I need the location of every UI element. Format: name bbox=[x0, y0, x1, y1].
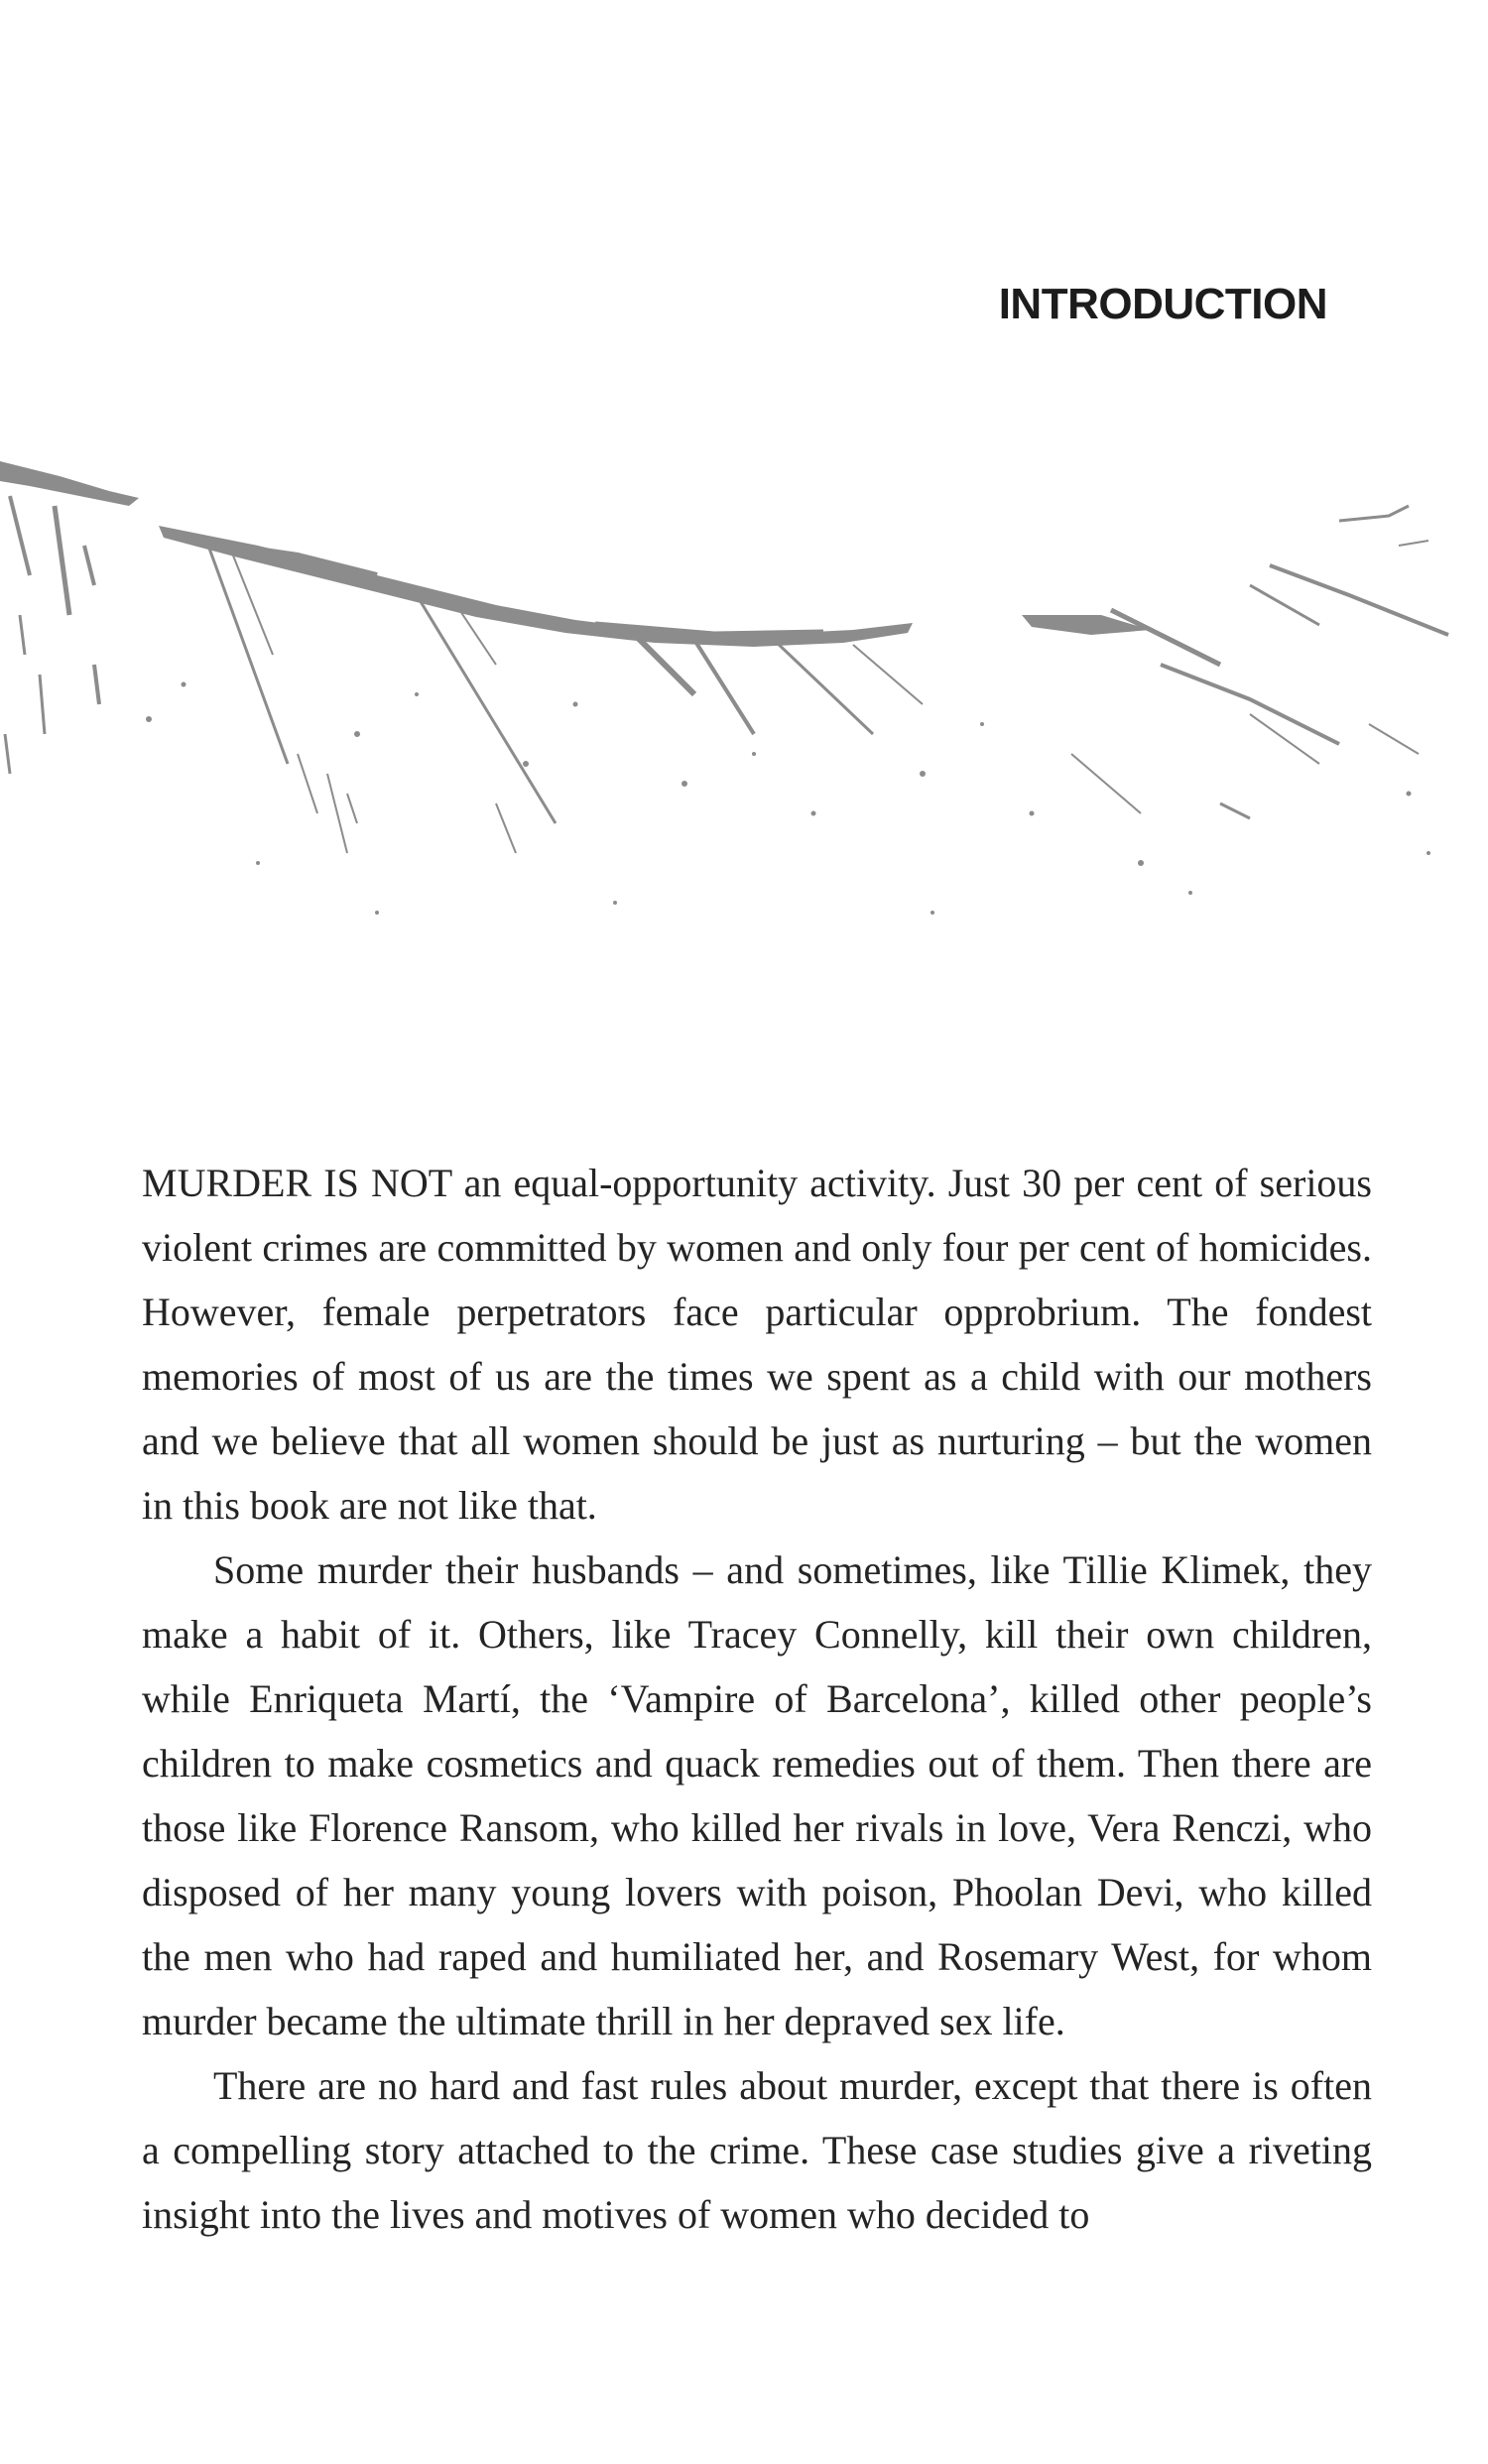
chapter-heading: INTRODUCTION bbox=[998, 280, 1327, 328]
paragraph-2: Some murder their husbands – and sometimes, like Tillie Klimek, they make a habit of it. Others, like Tracey Connelly, kill their own children, while Enriqueta Martí, the ‘Vampire of Barcelona’, killed other people’s children to make cosmetics and quack remedies out of them. Then there are those like Florence Ransom, who killed her rivals in love, Vera Renczi, who disposed of her many young lovers with poison, Phoolan Devi, who killed the men who had raped and humiliated her, and Rosemary West, for whom murder became the ultimate thrill in her depraved sex life. bbox=[142, 1547, 1372, 2043]
paragraph-1: MURDER IS NOT an equal-opportunity activity. Just 30 per cent of serious violent crimes are committed by women and only four per cent of homicides. However, female perpetrators face particular opprobrium. The fondest memories of most of us are the times we spent as a child with our mothers and we believe that all women should be just as nurturing – but the women in this book are not like that. bbox=[142, 1161, 1372, 1528]
paragraph-3: There are no hard and fast rules about murder, except that there is often a compelling story attached to the crime. These case studies give a riveting insight into the lives and motives of women who decided to bbox=[142, 2063, 1372, 2237]
ink-splash-illustration bbox=[0, 436, 1488, 1012]
introduction-body bbox=[142, 1151, 1372, 2247]
